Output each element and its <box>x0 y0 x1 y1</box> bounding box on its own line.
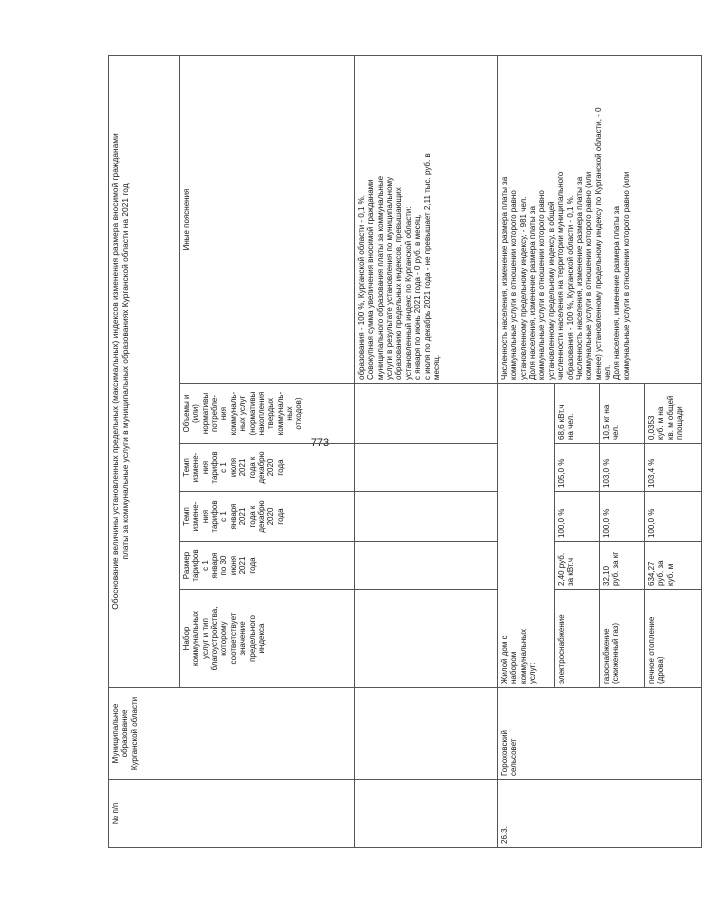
service-rate-july: 103,0 % <box>600 444 645 492</box>
service-rate-july: 103,4 % <box>645 444 702 492</box>
service-volume: 10,5 кг на чел. <box>600 384 645 444</box>
service-rate-january: 100,0 % <box>645 492 702 542</box>
col-header-municipality: Муниципальное образование Курганской области <box>109 688 355 780</box>
tariff-index-table <box>108 55 702 848</box>
col-header-rate-july: Темп измене- ния тарифов с 1 июля 2021 года к декабрю 2020 года <box>180 444 355 492</box>
service-volume: 0,0353 куб. м на кв. м общей площади <box>645 384 702 444</box>
col-header-other-notes: Иные пояснения <box>180 56 355 384</box>
service-name: газоснабжение (сжиженный газ) <box>600 590 645 688</box>
service-name: электроснабжение <box>555 590 600 688</box>
continuation-tariff-cell <box>355 542 498 590</box>
row-service-set: Жилой дом с набором коммунальных услуг: <box>498 384 555 688</box>
service-rate-january: 100,0 % <box>600 492 645 542</box>
service-tariff: 2,40 руб. за кВт.ч <box>555 542 600 590</box>
col-header-service-set: Набор коммунальных услуг и тип благоустройства, которому соответствует значение предельного индекса <box>180 590 355 688</box>
continuation-number-cell <box>355 780 498 848</box>
col-header-rate-january: Темп измене- ния тарифов с 1 января 2021 года к декабрю 2020 года <box>180 492 355 542</box>
col-header-volume: Объемы и (или) нормативы потребле- ния коммуналь- ных услуг (нормативы накопления твердых коммуналь- ных отходов) <box>180 384 355 444</box>
continuation-rate-jul-cell <box>355 444 498 492</box>
table-row <box>498 56 555 848</box>
rotated-table-frame <box>108 56 685 848</box>
continuation-row <box>355 56 498 848</box>
service-rate-january: 100,0 % <box>555 492 600 542</box>
continuation-notes: образования - 100 %, Курганской области - 0,1 %. Совокупная сумма увеличения вносимой гражданами муниципального образования платы за коммунальные услуги в результате установления по муниципальному образованию предельных индексов, превышающих установленный индекс по Курганской области: с января по июнь 2021 года - 0 руб. в месяц, с июля по декабрь 2021 года - не превышает 2,11 тыс. руб. в месяц. <box>355 56 498 384</box>
col-header-number: № п/п <box>109 780 355 848</box>
service-name: печное отопление (дрова) <box>645 590 702 688</box>
table-title: Обоснование величины установленных предельных (максимальных) индексов изменения размера вносимой гражданами платы за коммунальные услуги в муниципальных образованиях Курганской области на 2021 год <box>109 56 180 688</box>
row-number: 26.3. <box>498 780 702 848</box>
service-rate-july: 105,0 % <box>555 444 600 492</box>
service-tariff: 634,27 руб. за куб. м <box>645 542 702 590</box>
col-header-tariff: Размер тарифов с 1 января по 30 июня 2021 года <box>180 542 355 590</box>
service-tariff: 32,10 руб. за кг <box>600 542 645 590</box>
continuation-rate-jan-cell <box>355 492 498 542</box>
row-notes: Численность населения, изменение размера платы за коммунальные услуги в отношении которого равно установленному предельному индексу, - 981 чел. Доля населения, изменение размера платы за коммунальные услуги в отношении которого равно установленному предельному индексу, в общей численности населения на территории муниципального образования - 100 %, Курганской области - 0,1 %. Численность населения, изменение размера платы за коммунальные услуги в отношении которого равно (или менее) установленному предельному индексу по Курганской области, - 0 чел. Доля населения, изменение размера платы за коммунальные услуги в отношении которого равно (или <box>498 56 702 384</box>
header-row-1 <box>109 56 180 848</box>
continuation-municipality-cell <box>355 688 498 780</box>
continuation-volume-cell <box>355 384 498 444</box>
continuation-set-cell <box>355 590 498 688</box>
service-volume: 68,6 кВт.ч на чел. <box>555 384 600 444</box>
row-municipality: Гороховский сельсовет <box>498 688 702 780</box>
page-number: 773 <box>310 437 330 449</box>
